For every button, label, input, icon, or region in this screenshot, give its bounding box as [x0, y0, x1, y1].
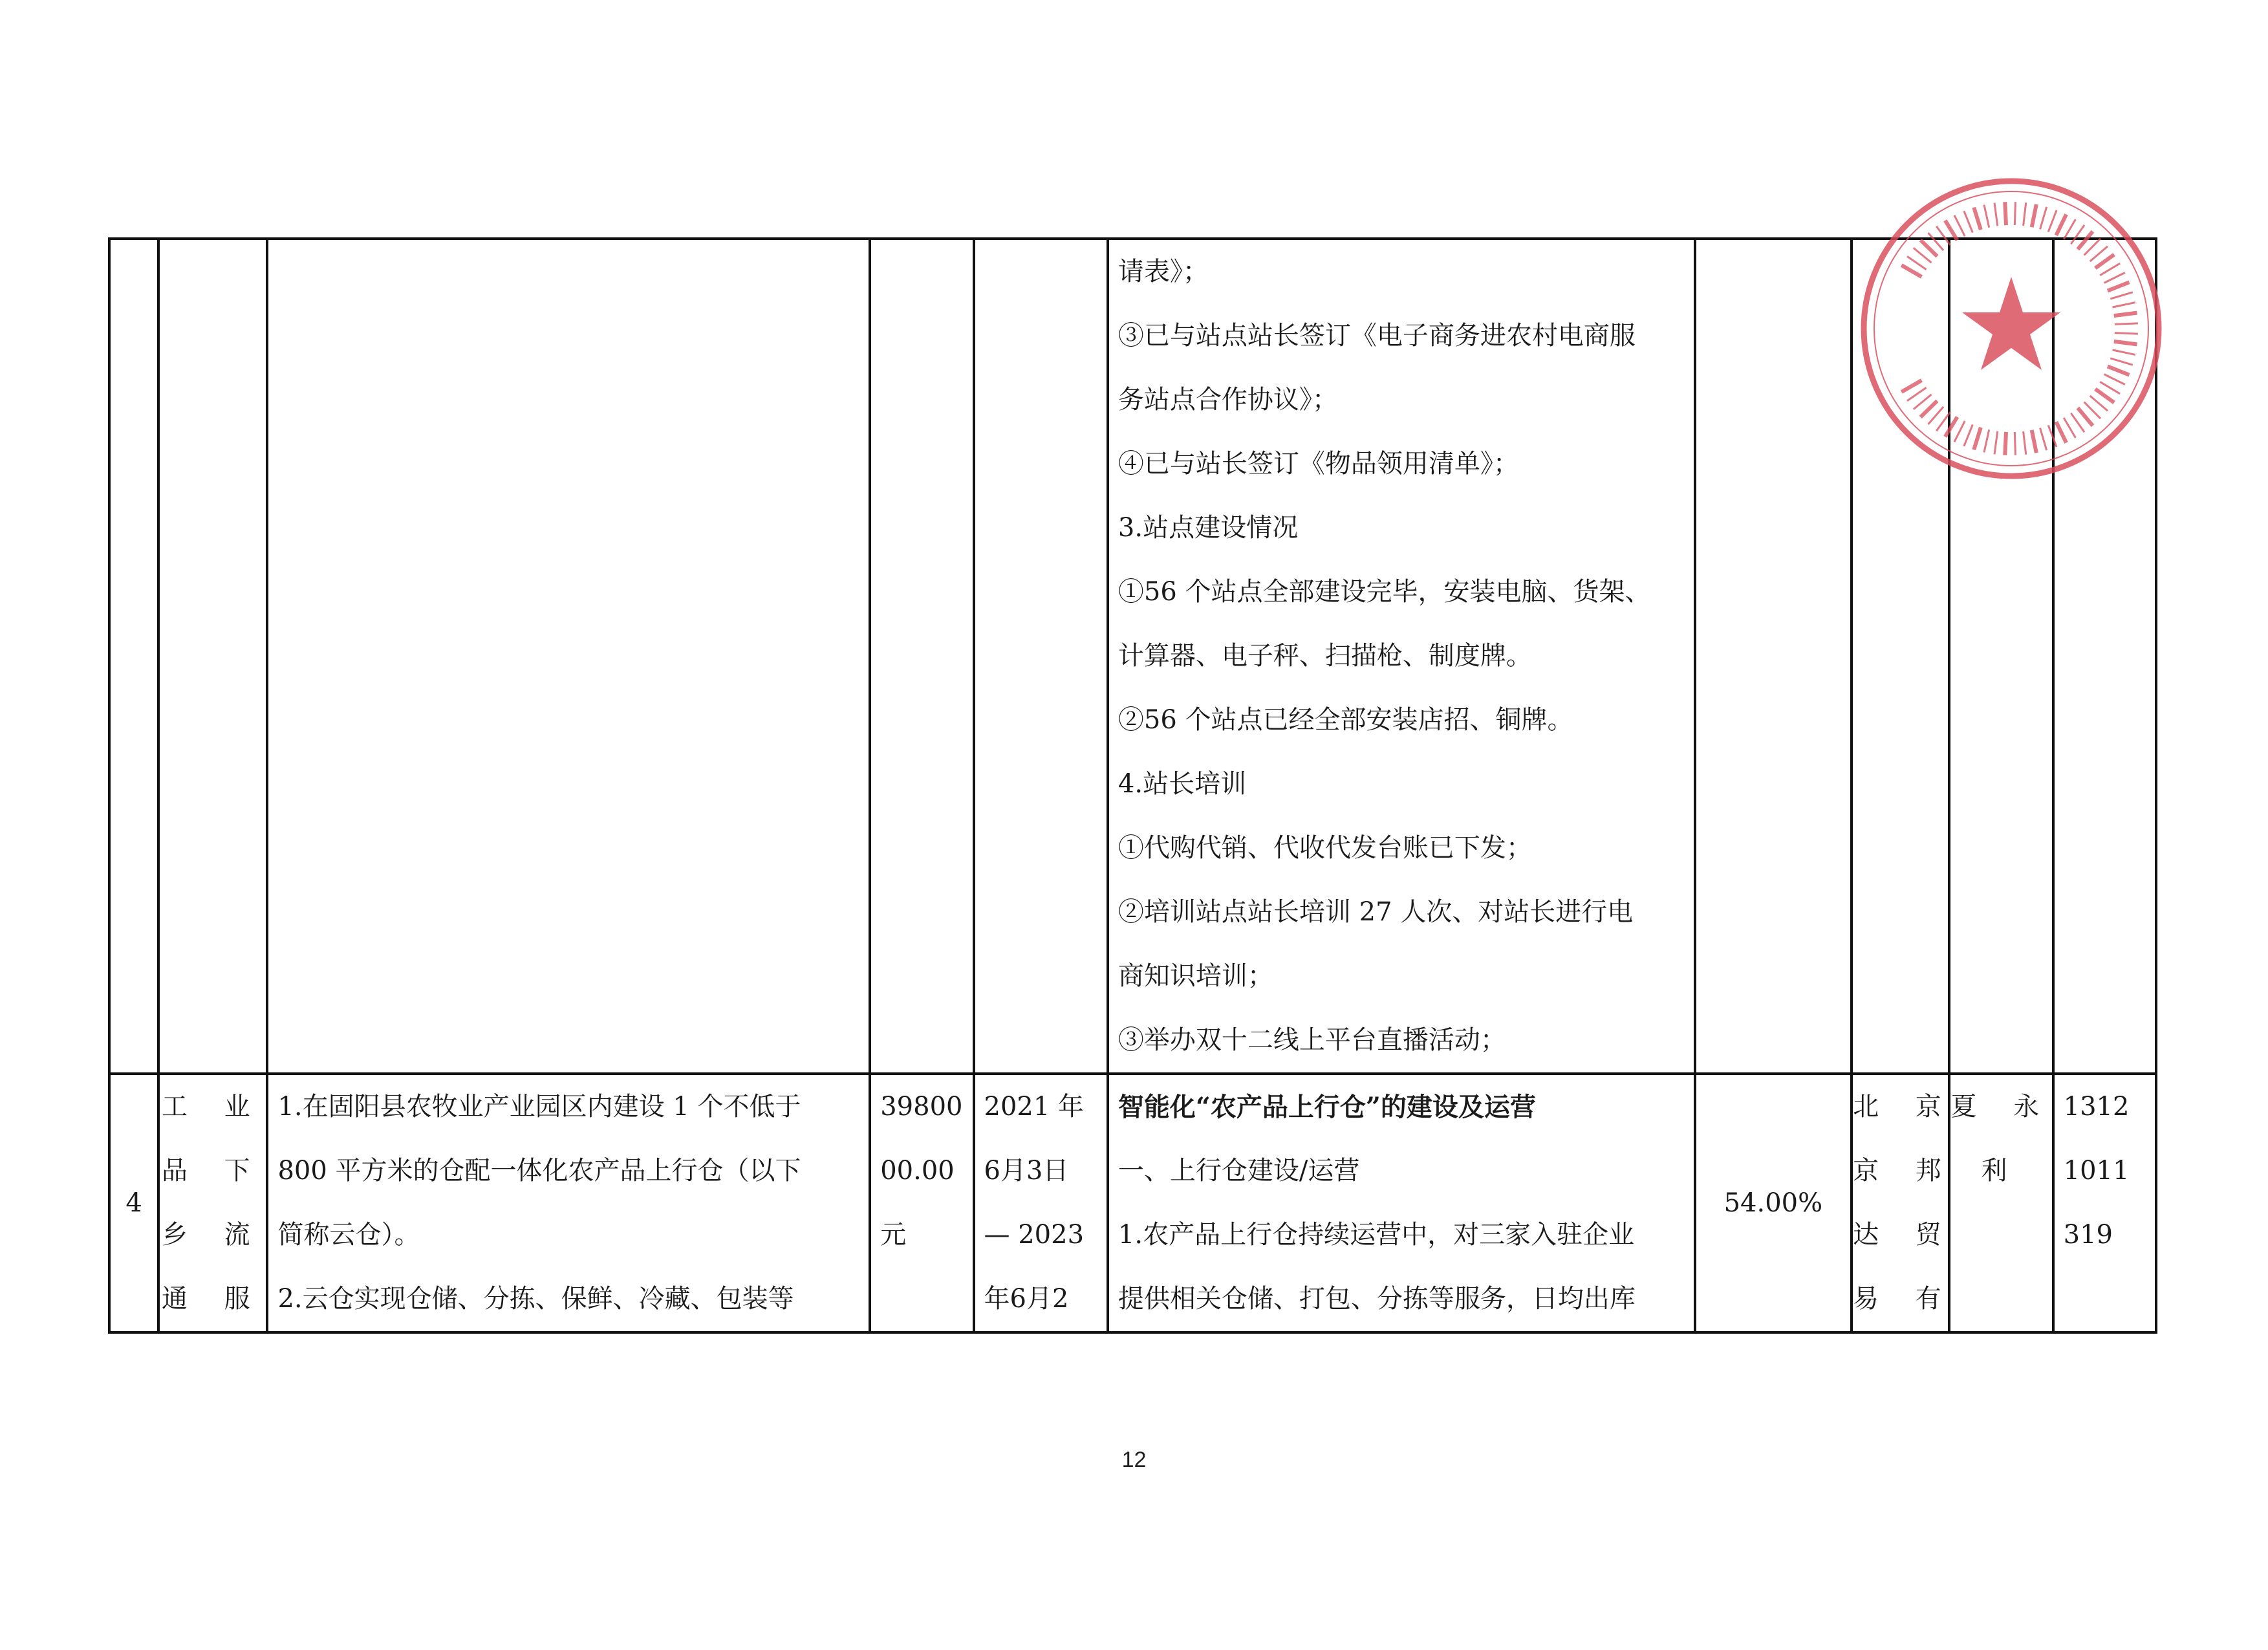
- content-line: 简称云仓）。: [277, 1220, 420, 1250]
- progress-line: 提供相关仓储、打包、分拣等服务，日均出库: [1118, 1284, 1636, 1314]
- seal-script-mark: [1984, 205, 1989, 228]
- text-line: ③举办双十二线上平台直播活动；: [1118, 1025, 1506, 1055]
- seal-script-mark: [2095, 255, 2114, 268]
- seal-script-mark: [1936, 412, 1950, 431]
- seal-script-mark: [1984, 429, 1989, 452]
- progress-heading: 智能化“农产品上行仓”的建设及运营: [1118, 1092, 1536, 1122]
- seal-script-mark: [2100, 263, 2120, 276]
- seal-script-mark: [2048, 425, 2057, 447]
- phone-line: 1011: [2063, 1156, 2130, 1186]
- seal-script-mark: [2032, 430, 2036, 453]
- content-line: 800 平方米的仓配一体化农产品上行仓（以下: [277, 1156, 801, 1186]
- amount-line: 39800: [880, 1092, 963, 1122]
- project-line: 通 服: [161, 1284, 265, 1314]
- seal-script-mark: [2064, 219, 2075, 239]
- seal-script-mark: [1936, 226, 1950, 245]
- cell-phone: [2053, 1074, 2156, 1332]
- progress-line: 1.农产品上行仓持续运营中，对三家入驻企业: [1118, 1220, 1635, 1250]
- text-line: 4.站长培训: [1118, 769, 1247, 799]
- text-line: ①56 个站点全部建设完毕，安装电脑、货架、: [1118, 577, 1651, 607]
- seal-script-mark: [1974, 208, 1981, 230]
- text-line: ③已与站点站长签订《电子商务进农村电商服: [1118, 321, 1636, 351]
- text-line: ④已与站长签订《物品领用清单》；: [1118, 449, 1519, 479]
- project-line: 工 业: [161, 1092, 265, 1122]
- cell-project-empty: [158, 239, 267, 1074]
- seal-script-mark: [2056, 422, 2066, 442]
- seal-script-mark: [2032, 204, 2036, 227]
- cell-period-empty: [974, 239, 1108, 1074]
- seal-script-mark: [1901, 380, 1921, 392]
- seal-script-mark: [1954, 421, 1965, 442]
- cell-amount-empty: [870, 239, 973, 1074]
- cell-progress-continued: [1108, 239, 1695, 1074]
- seal-script-mark: [2113, 350, 2135, 354]
- seal-script-mark: [2110, 358, 2132, 365]
- seal-script-mark: [2040, 207, 2047, 230]
- amount-line: 元: [880, 1220, 907, 1250]
- text-line: ②56 个站点已经全部安装店招、铜牌。: [1118, 705, 1573, 735]
- seal-script-mark: [1921, 240, 1938, 256]
- seal-script-mark: [1994, 431, 1998, 455]
- seal-script-mark: [1945, 221, 1958, 241]
- text-line: ①代购代销、代收代发台账已下发；: [1118, 833, 1532, 863]
- progress-line: 一、上行仓建设/运营: [1118, 1156, 1360, 1186]
- text-line: 务站点合作协议》；: [1118, 385, 1338, 415]
- content-line: 1.在固阳县农牧业产业园区内建设 1 个不低于: [277, 1092, 801, 1122]
- period-line: — 2023: [984, 1220, 1085, 1250]
- content-line: 2.云仓实现仓储、分拣、保鲜、冷藏、包装等: [277, 1284, 794, 1314]
- text-line: ②培训站点站长培训 27 人次、对站长进行电: [1118, 897, 1634, 927]
- seal-script-mark: [2014, 432, 2015, 455]
- cell-contact: [1949, 1074, 2053, 1332]
- cell-index: [109, 1074, 158, 1332]
- cell-period: [974, 1074, 1108, 1332]
- seal-script-mark: [2024, 431, 2026, 455]
- seal-script-mark: [2040, 428, 2047, 451]
- seal-script-mark: [2113, 303, 2135, 307]
- seal-script-mark: [2108, 366, 2130, 375]
- seal-script-mark: [2078, 408, 2093, 426]
- seal-script-mark: [1964, 424, 1972, 446]
- seal-script-mark: [1921, 401, 1938, 417]
- text-line: 3.站点建设情况: [1118, 513, 1299, 543]
- text-line: 商知识培训；: [1118, 961, 1273, 991]
- contact-line: 利: [1981, 1156, 2022, 1186]
- seal-script-mark: [2095, 389, 2114, 402]
- project-line: 品 下: [161, 1156, 265, 1186]
- seal-script-mark: [2104, 375, 2125, 385]
- amount-line: 00.00: [880, 1156, 955, 1186]
- page-number: 12: [1121, 1448, 1147, 1472]
- seal-script-mark: [2100, 382, 2120, 394]
- cell-progress: [1108, 1074, 1695, 1332]
- seal-script-mark: [2115, 323, 2138, 324]
- seal-script-mark: [1907, 256, 1927, 270]
- seal-script-mark: [2108, 282, 2130, 290]
- period-line: 年6月2: [984, 1284, 1069, 1314]
- phone-line: 319: [2063, 1220, 2113, 1250]
- period-line: 6月3日: [984, 1156, 1069, 1186]
- contact-line: 夏 永: [1950, 1092, 2054, 1122]
- seal-script-mark: [2110, 292, 2132, 299]
- seal-script-mark: [2005, 432, 2006, 455]
- period-line: 2021 年: [984, 1092, 1085, 1122]
- seal-script-mark: [2024, 202, 2026, 226]
- seal-script-mark: [1964, 211, 1972, 232]
- completion-rate: 54.00%: [1723, 1188, 1823, 1218]
- cell-amount: [870, 1074, 973, 1332]
- seal-script-mark: [2115, 333, 2138, 334]
- seal-script-mark: [2064, 418, 2075, 438]
- seal-script-mark: [1954, 215, 1965, 236]
- official-seal-stamp: [1850, 167, 2173, 490]
- seal-script-mark: [2114, 313, 2137, 316]
- table-row-4: [109, 1074, 2156, 1332]
- cell-rate: [1695, 1074, 1852, 1332]
- seal-script-mark: [2104, 272, 2125, 283]
- cell-index-empty: [109, 239, 158, 1074]
- phone-line: 1312: [2063, 1092, 2130, 1122]
- seal-script-mark: [2014, 202, 2015, 225]
- cell-rate-empty: [1695, 239, 1852, 1074]
- row-index: 4: [125, 1188, 142, 1218]
- cell-content: [267, 1074, 870, 1332]
- project-line: 乡 流: [161, 1220, 265, 1250]
- company-line: 北 京: [1853, 1092, 1956, 1122]
- company-line: 易 有: [1853, 1284, 1956, 1314]
- seal-script-mark: [1945, 417, 1958, 437]
- company-line: 京 邦: [1853, 1156, 1956, 1186]
- seal-script-mark: [2114, 342, 2137, 344]
- text-line: 请表》；: [1118, 257, 1209, 287]
- cell-project: [158, 1074, 267, 1332]
- seal-script-mark: [1994, 203, 1998, 226]
- text-line: 计算器、电子秤、扫描枪、制度牌。: [1118, 641, 1532, 671]
- seal-script-mark: [2048, 210, 2057, 232]
- company-line: 达 贸: [1853, 1220, 1956, 1250]
- cell-company: [1852, 1074, 1956, 1332]
- seal-script-mark: [2005, 202, 2006, 225]
- seal-script-mark: [2078, 232, 2093, 250]
- cell-content-empty: [267, 239, 870, 1074]
- seal-script-mark: [1907, 387, 1927, 401]
- seal-script-mark: [2056, 214, 2066, 235]
- seal-script-mark: [1974, 428, 1981, 450]
- seal-script-mark: [1901, 265, 1921, 277]
